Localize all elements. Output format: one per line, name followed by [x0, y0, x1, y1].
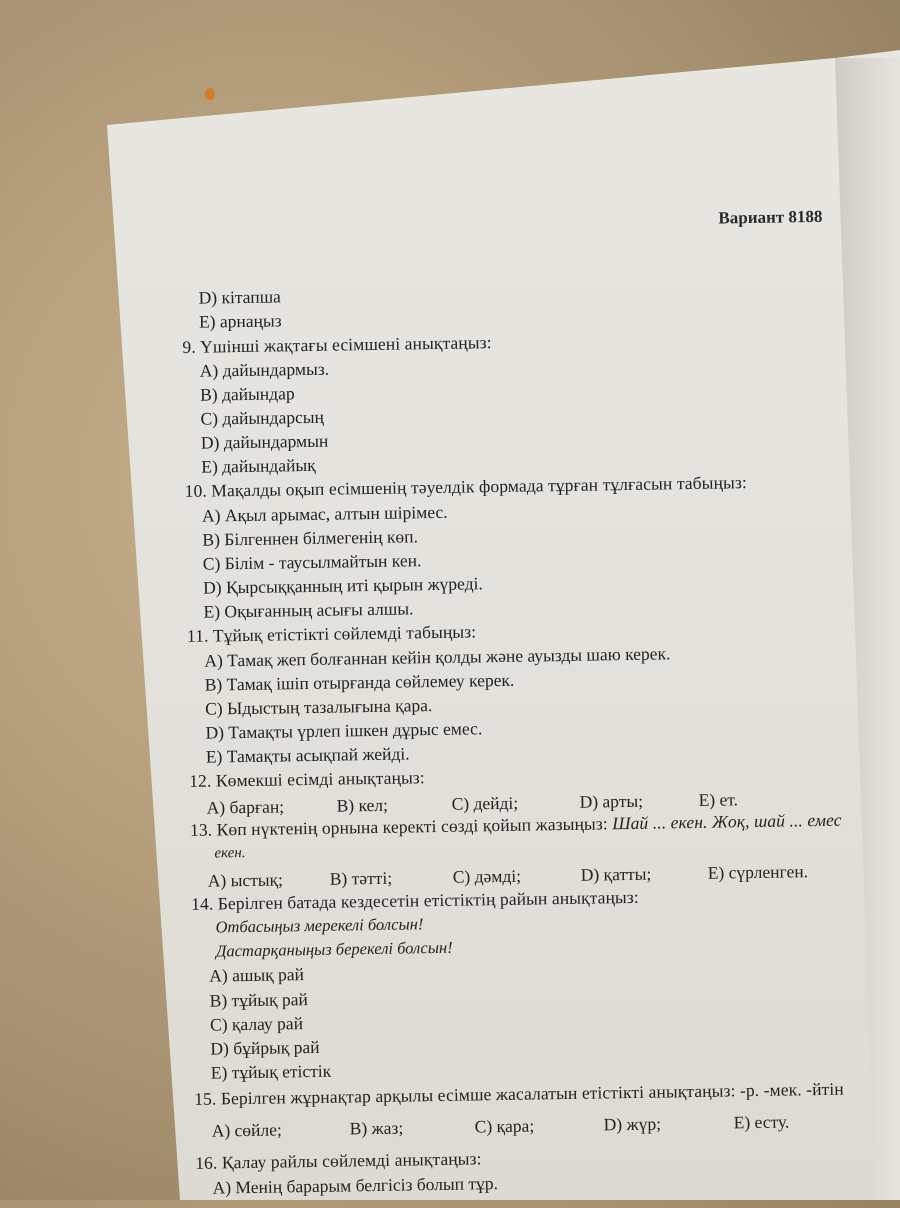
option-e-q15: E) есту.: [733, 1111, 790, 1133]
option-a-q9: A) дайындармыз.: [199, 358, 330, 381]
option-b-q9: B) дайындар: [200, 383, 295, 405]
options-q15: [212, 1111, 812, 1140]
option-c-q12: C) дейді;: [451, 792, 519, 814]
option-e-q11: E) Тамақты асықпай жейді.: [205, 743, 410, 767]
option-a-q11: A) Тамақ жеп болғаннан кейін қолды және ауызды шаю керек.: [204, 643, 671, 671]
question-16: 16. Қалау райлы сөйлемді анықтаңыз:: [195, 1148, 482, 1173]
option-e-q14: E) тұйық етістік: [210, 1060, 332, 1083]
question-15: 15. Берілген жұрнақтар арқылы есімше жасалатын етістікті анықтаңыз: -р. -мек. -йтін: [194, 1078, 844, 1109]
option-a-q14: A) ашық рай: [209, 964, 305, 986]
option-c-q15: C) қара;: [474, 1115, 535, 1137]
option-b-q15: B) жаз;: [349, 1117, 404, 1139]
option-d-q11: D) Тамақты үрлеп ішкен дұрыс емес.: [205, 718, 483, 743]
option-b-q12: B) кел;: [336, 794, 389, 816]
option-c-q11: C) Ыдыстың тазалығына қара.: [204, 695, 433, 719]
option-b-q14: B) тұйық рай: [209, 989, 308, 1011]
option-e-q8: E) арнаңыз: [198, 310, 282, 332]
option-c-q10: C) Білім - таусылмайтын кен.: [202, 550, 422, 574]
option-e-q12: E) ет.: [698, 789, 739, 810]
question-10: 10. Мақалды оқып есімшенің тәуелдік формада тұрған тұлғасын табыңыз:: [184, 472, 747, 501]
options-q13: [208, 861, 828, 891]
question-11: 11. Тұйық етістікті сөйлемді табыңыз:: [186, 621, 477, 646]
option-a-q13: A) ыстық;: [207, 869, 284, 891]
option-d-q9: D) дайындармын: [200, 430, 329, 453]
option-d-q14: D) бұйрық рай: [210, 1036, 320, 1059]
option-d-q12: D) арты;: [579, 790, 644, 812]
option-b-q11: B) Тамақ ішіп отырғанда сөйлемеу керек.: [204, 669, 515, 695]
option-e-q13: E) сүрленген.: [707, 861, 809, 883]
option-a-q12: A) барған;: [206, 796, 285, 818]
option-d-q10: D) Қырсыққанның иті қырын жүреді.: [203, 573, 483, 598]
option-e-q10: E) Оқығанның асығы алшы.: [203, 598, 414, 622]
option-d-q8: D) кітапша: [198, 286, 282, 308]
option-d-q13: D) қатты;: [580, 863, 652, 885]
option-c-q13: C) дәмді;: [452, 865, 522, 887]
option-a-q10: A) Ақыл арымас, алтын шірімес.: [201, 501, 448, 526]
question-9: 9. Үшінші жақтағы есімшені анықтаңыз:: [182, 332, 492, 357]
option-a-q16: A) Менің барарым белгісіз болып тұр.: [212, 1173, 499, 1198]
question-12: 12. Көмекші есімді анықтаңыз:: [189, 767, 425, 791]
question-14-quote-2: Дастарқаныңыз берекелі болсын!: [215, 937, 453, 961]
option-b-q13: B) тәтті;: [329, 867, 393, 889]
option-a-q15: A) сөйле;: [211, 1119, 282, 1141]
question-14: 14. Берілген батада кездесетін етістіктің райын анықтаңыз:: [191, 886, 639, 914]
question-13-quote: Шай ... екен. Жоқ, шай ... емес: [612, 809, 842, 834]
option-c-q9: C) дайындарсың: [200, 406, 325, 429]
option-d-q15: D) жүр;: [603, 1113, 662, 1135]
question-14-quote-1: Отбасыңыз мерекелі болсын!: [215, 914, 424, 937]
question-13-quote-end: екен.: [214, 845, 246, 862]
option-b-q10: B) Білгеннен білмегенің көп.: [202, 526, 419, 550]
option-c-q14: C) қалау рай: [209, 1013, 304, 1035]
variant-header: Вариант 8188: [718, 206, 823, 228]
option-e-q9: E) дайындайық: [201, 454, 316, 477]
question-13-text: 13. Көп нүктенің орнына керекті сөзді қойып жазыңыз:: [189, 813, 608, 840]
